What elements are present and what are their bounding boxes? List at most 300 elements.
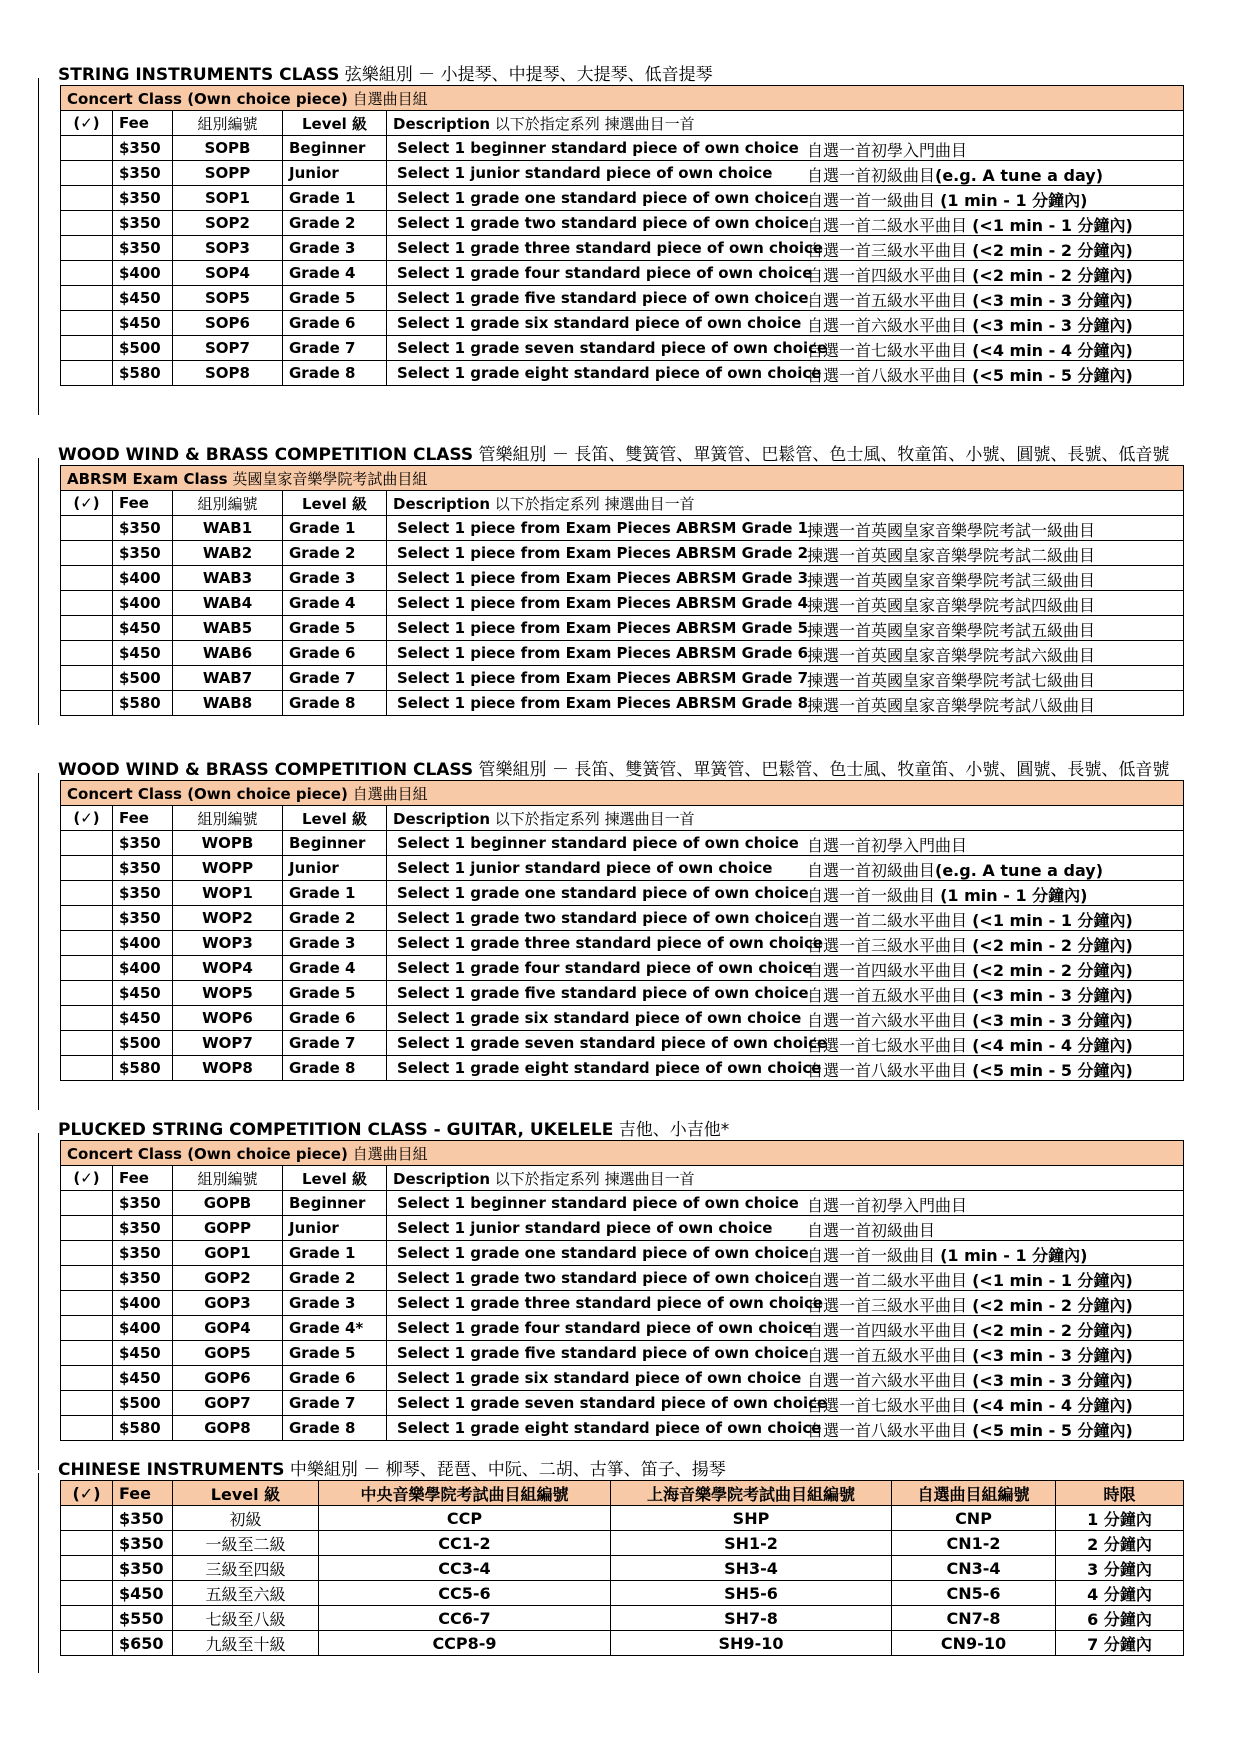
level-cell: Grade 8 (283, 361, 387, 386)
fee-cell: $400 (113, 956, 173, 981)
description-cn (807, 933, 1133, 956)
class-code-cell: WOPB (173, 831, 283, 856)
time-limit-cell: 4 分鐘內 (1056, 1581, 1184, 1606)
description-cn-duration: (e.g. A tune a day) (935, 166, 1104, 185)
description-en: Select 1 grade one standard piece of own choice (397, 1244, 809, 1262)
ccp-code-cell: CC6-7 (319, 1606, 611, 1631)
select-checkbox-cell[interactable] (61, 211, 113, 236)
class-code-cell: SOP2 (173, 211, 283, 236)
select-checkbox-cell[interactable] (61, 1556, 113, 1581)
band-label (61, 781, 1184, 806)
class-code-cell: GOP4 (173, 1316, 283, 1341)
section-title-cn: 弦樂組別 － 小提琴、中提琴、大提琴、低音提琴 (339, 65, 713, 85)
fee-cell: $350 (113, 211, 173, 236)
description-en: Select 1 grade four standard piece of own choice (397, 959, 813, 977)
description-en: Select 1 piece from Exam Pieces ABRSM Grade 2 (397, 544, 809, 562)
level-cell: Grade 2 (283, 211, 387, 236)
description-cn (807, 213, 1133, 236)
fee-cell: $400 (113, 591, 173, 616)
time-limit-cell: 2 分鐘內 (1056, 1531, 1184, 1556)
fee-cell: $400 (113, 566, 173, 591)
select-checkbox-cell[interactable] (61, 1341, 113, 1366)
header-time-limit: 時限 (1056, 1481, 1184, 1506)
description-en: Select 1 beginner standard piece of own choice (397, 834, 799, 852)
time-limit-cell: 6 分鐘內 (1056, 1606, 1184, 1631)
description-cell (387, 1416, 1184, 1441)
section-title-en: PLUCKED STRING COMPETITION CLASS - GUITAR, UKELELE (58, 1120, 614, 1140)
fee-cell: $400 (113, 931, 173, 956)
select-checkbox-cell[interactable] (61, 691, 113, 716)
description-cn-main: 揀選一首英國皇家音樂學院考試七級曲目 (807, 671, 1096, 690)
select-checkbox-cell[interactable] (61, 541, 113, 566)
description-cn-main: 自選一首初學入門曲目 (807, 141, 968, 160)
class-code-cell: WOP1 (173, 881, 283, 906)
header-fee: Fee (113, 1166, 173, 1191)
description-cn-main: 自選一首四級水平曲目 (807, 1321, 973, 1340)
select-checkbox-cell[interactable] (61, 1631, 113, 1656)
table-row (61, 956, 1184, 981)
level-cell: 五級至六級 (173, 1581, 319, 1606)
description-cn (807, 163, 1103, 186)
header-level: Level 級 (283, 806, 387, 831)
section-margin-rule (38, 78, 39, 415)
class-code-cell: WAB2 (173, 541, 283, 566)
select-checkbox-cell[interactable] (61, 591, 113, 616)
description-cell (387, 261, 1184, 286)
band-label-cn: 自選曲目組 (347, 784, 428, 803)
level-cell: Grade 1 (283, 1241, 387, 1266)
description-cn (807, 188, 1087, 211)
fee-cell: $400 (113, 1291, 173, 1316)
level-cell: Grade 2 (283, 906, 387, 931)
fee-cell: $400 (113, 1316, 173, 1341)
description-cell (387, 136, 1184, 161)
description-cell (387, 1191, 1184, 1216)
table-row (61, 566, 1184, 591)
fee-cell: $450 (113, 616, 173, 641)
header-code: 組別編號 (173, 806, 283, 831)
select-checkbox-cell[interactable] (61, 1581, 113, 1606)
ccp-code-cell: CCP8-9 (319, 1631, 611, 1656)
table-row (61, 1366, 1184, 1391)
table-row (61, 286, 1184, 311)
select-checkbox-cell[interactable] (61, 1316, 113, 1341)
select-checkbox-cell[interactable] (61, 1056, 113, 1081)
description-en: Select 1 beginner standard piece of own choice (397, 1194, 799, 1212)
level-cell: Beginner (283, 136, 387, 161)
shp-code-cell: SH1-2 (611, 1531, 892, 1556)
class-code-cell: GOP1 (173, 1241, 283, 1266)
select-checkbox-cell[interactable] (61, 1506, 113, 1531)
section-title (58, 1115, 729, 1140)
class-code-cell: WAB4 (173, 591, 283, 616)
fee-cell: $650 (113, 1631, 173, 1656)
header-fee: Fee (113, 491, 173, 516)
select-checkbox-cell[interactable] (61, 261, 113, 286)
description-cn (807, 1218, 935, 1241)
fee-cell: $350 (113, 1216, 173, 1241)
description-en: Select 1 grade eight standard piece of own choice (397, 1419, 822, 1437)
description-cn-main: 自選一首八級水平曲目 (807, 1421, 973, 1440)
description-cn (807, 883, 1087, 906)
description-cell (387, 1216, 1184, 1241)
fee-cell: $350 (113, 186, 173, 211)
level-cell: 九級至十級 (173, 1631, 319, 1656)
description-cell (387, 881, 1184, 906)
fee-cell: $450 (113, 1581, 173, 1606)
description-cn (807, 1318, 1133, 1341)
shp-code-cell: SH3-4 (611, 1556, 892, 1581)
description-cell (387, 831, 1184, 856)
description-en: Select 1 junior standard piece of own choice (397, 859, 773, 877)
class-code-cell: WAB7 (173, 666, 283, 691)
description-cell (387, 591, 1184, 616)
description-cn-main: 自選一首二級水平曲目 (807, 1271, 973, 1290)
description-en: Select 1 grade one standard piece of own choice (397, 884, 809, 902)
level-cell: 初級 (173, 1506, 319, 1531)
ccp-code-cell: CC5-6 (319, 1581, 611, 1606)
class-code-cell: WOP5 (173, 981, 283, 1006)
level-cell: 三級至四級 (173, 1556, 319, 1581)
description-en: Select 1 grade three standard piece of own choice (397, 239, 824, 257)
ccp-code-cell: CCP (319, 1506, 611, 1531)
description-en: Select 1 grade six standard piece of own choice (397, 1009, 802, 1027)
fee-cell: $350 (113, 1266, 173, 1291)
fee-cell: $450 (113, 981, 173, 1006)
table-band-row (61, 466, 1184, 491)
description-cell (387, 236, 1184, 261)
description-cell (387, 361, 1184, 386)
select-checkbox-cell[interactable] (61, 236, 113, 261)
description-cn (807, 1393, 1133, 1416)
description-cn-duration: (<3 min - 3 分鐘內) (972, 1371, 1133, 1390)
header-fee: Fee (113, 1481, 173, 1506)
select-checkbox-cell[interactable] (61, 361, 113, 386)
fee-cell: $400 (113, 261, 173, 286)
select-checkbox-cell[interactable] (61, 856, 113, 881)
select-checkbox-cell[interactable] (61, 1291, 113, 1316)
cnp-code-cell: CNP (892, 1506, 1056, 1531)
time-limit-cell: 3 分鐘內 (1056, 1556, 1184, 1581)
description-cn-duration: (1 min - 1 分鐘內) (940, 886, 1088, 905)
section-title-cn: 中樂組別 － 柳琴、琵琶、中阮、二胡、古箏、笛子、揚琴 (284, 1460, 726, 1480)
select-checkbox-cell[interactable] (61, 1241, 113, 1266)
class-code-cell: WOP4 (173, 956, 283, 981)
description-en: Select 1 grade seven standard piece of own choice (397, 1034, 828, 1052)
level-cell: 七級至八級 (173, 1606, 319, 1631)
description-en: Select 1 grade two standard piece of own choice (397, 909, 809, 927)
class-code-cell: GOP5 (173, 1341, 283, 1366)
level-cell: Grade 8 (283, 691, 387, 716)
section-margin-rule (38, 1473, 39, 1673)
description-cn-duration: (<4 min - 4 分鐘內) (972, 1396, 1133, 1415)
section-title-en: CHINESE INSTRUMENTS (58, 1460, 285, 1480)
table-row (61, 1006, 1184, 1031)
level-cell: Grade 1 (283, 516, 387, 541)
level-cell: Grade 4* (283, 1316, 387, 1341)
select-checkbox-cell[interactable] (61, 1216, 113, 1241)
select-checkbox-cell[interactable] (61, 1366, 113, 1391)
select-checkbox-cell[interactable] (61, 666, 113, 691)
table-row (61, 981, 1184, 1006)
description-cell (387, 1056, 1184, 1081)
class-code-cell: SOP4 (173, 261, 283, 286)
level-cell: Grade 5 (283, 981, 387, 1006)
description-cn (807, 833, 967, 856)
description-cn-main: 自選一首三級水平曲目 (807, 241, 973, 260)
class-code-cell: GOP6 (173, 1366, 283, 1391)
band-label-en: Concert Class (Own choice piece) (67, 784, 348, 803)
table-row (61, 361, 1184, 386)
select-checkbox-cell[interactable] (61, 981, 113, 1006)
header-description-en: Description (393, 809, 491, 828)
band-label-cn: 自選曲目組 (347, 89, 428, 108)
select-checkbox-cell[interactable] (61, 1416, 113, 1441)
fee-cell: $450 (113, 311, 173, 336)
fee-cell: $500 (113, 1031, 173, 1056)
description-cn-main: 揀選一首英國皇家音樂學院考試三級曲目 (807, 571, 1096, 590)
table-row (61, 1316, 1184, 1341)
level-cell: Grade 5 (283, 1341, 387, 1366)
table-row (61, 1191, 1184, 1216)
fee-cell: $350 (113, 161, 173, 186)
class-code-cell: GOP7 (173, 1391, 283, 1416)
description-cn (807, 1368, 1133, 1391)
table-row (61, 186, 1184, 211)
header-description-en: Description (393, 1169, 491, 1188)
select-checkbox-cell[interactable] (61, 956, 113, 981)
description-cn (807, 1343, 1133, 1366)
class-code-cell: GOPB (173, 1191, 283, 1216)
table-row (61, 516, 1184, 541)
description-en: Select 1 piece from Exam Pieces ABRSM Grade 7 (397, 669, 809, 687)
description-en: Select 1 junior standard piece of own choice (397, 1219, 773, 1237)
level-cell: Grade 6 (283, 311, 387, 336)
table-band-row (61, 86, 1184, 111)
description-cell (387, 666, 1184, 691)
table-row (61, 136, 1184, 161)
select-checkbox-cell[interactable] (61, 906, 113, 931)
select-checkbox-cell[interactable] (61, 881, 113, 906)
fee-cell: $580 (113, 691, 173, 716)
description-cn-duration: (<2 min - 2 分鐘內) (972, 266, 1133, 285)
description-cell (387, 566, 1184, 591)
fee-cell: $350 (113, 856, 173, 881)
table-row (61, 1031, 1184, 1056)
description-cn (807, 643, 1095, 666)
description-cn-duration: (<2 min - 2 分鐘內) (972, 936, 1133, 955)
table-row (61, 691, 1184, 716)
table-row (61, 906, 1184, 931)
table-header-row (61, 1481, 1184, 1506)
select-checkbox-cell[interactable] (61, 136, 113, 161)
description-en: Select 1 grade two standard piece of own choice (397, 214, 809, 232)
level-cell: Grade 1 (283, 186, 387, 211)
description-cn (807, 363, 1133, 386)
description-cn (807, 908, 1133, 931)
shp-code-cell: SHP (611, 1506, 892, 1531)
table-row (61, 931, 1184, 956)
table-row (61, 211, 1184, 236)
description-cn-main: 揀選一首英國皇家音樂學院考試四級曲目 (807, 596, 1096, 615)
description-cell (387, 336, 1184, 361)
description-cn-duration: (<5 min - 5 分鐘內) (972, 1061, 1133, 1080)
select-checkbox-cell[interactable] (61, 1606, 113, 1631)
description-en: Select 1 junior standard piece of own choice (397, 164, 773, 182)
fee-cell: $450 (113, 641, 173, 666)
table-row (61, 1416, 1184, 1441)
description-cn (807, 958, 1133, 981)
select-checkbox-cell[interactable] (61, 1006, 113, 1031)
description-cn-duration: (<1 min - 1 分鐘內) (972, 911, 1133, 930)
description-cn-main: 自選一首六級水平曲目 (807, 1011, 973, 1030)
select-checkbox-cell[interactable] (61, 641, 113, 666)
level-cell: Grade 6 (283, 1366, 387, 1391)
table-row (61, 616, 1184, 641)
description-cell (387, 856, 1184, 881)
time-limit-cell: 1 分鐘內 (1056, 1506, 1184, 1531)
level-cell: Grade 7 (283, 336, 387, 361)
description-cn-duration: (1 min - 1 分鐘內) (940, 191, 1088, 210)
description-cn-main: 自選一首七級水平曲目 (807, 341, 973, 360)
level-cell: Grade 4 (283, 956, 387, 981)
class-code-cell: SOP5 (173, 286, 283, 311)
description-cn (807, 1243, 1087, 1266)
level-cell: Grade 1 (283, 881, 387, 906)
level-cell: Grade 2 (283, 541, 387, 566)
description-en: Select 1 grade one standard piece of own choice (397, 189, 809, 207)
fee-cell: $500 (113, 1391, 173, 1416)
select-checkbox-cell[interactable] (61, 831, 113, 856)
description-cn-main: 揀選一首英國皇家音樂學院考試六級曲目 (807, 646, 1096, 665)
select-checkbox-cell[interactable] (61, 1531, 113, 1556)
description-en: Select 1 grade seven standard piece of own choice (397, 1394, 828, 1412)
description-cell (387, 311, 1184, 336)
class-code-cell: SOP7 (173, 336, 283, 361)
fee-cell: $350 (113, 1531, 173, 1556)
description-cn (807, 1033, 1133, 1056)
description-en: Select 1 piece from Exam Pieces ABRSM Grade 1 (397, 519, 809, 537)
select-checkbox-cell[interactable] (61, 1391, 113, 1416)
select-checkbox-cell[interactable] (61, 1031, 113, 1056)
description-cell (387, 541, 1184, 566)
level-cell: Grade 7 (283, 1031, 387, 1056)
cnp-code-cell: CN5-6 (892, 1581, 1056, 1606)
table-row (61, 666, 1184, 691)
table-row (61, 1506, 1184, 1531)
select-checkbox-cell[interactable] (61, 1191, 113, 1216)
description-cn-main: 自選一首初級曲目 (807, 166, 936, 185)
header-check: (✓) (61, 491, 113, 516)
level-cell: Grade 2 (283, 1266, 387, 1291)
select-checkbox-cell[interactable] (61, 931, 113, 956)
description-cn (807, 263, 1133, 286)
class-code-cell: SOP1 (173, 186, 283, 211)
table-row (61, 1581, 1184, 1606)
description-cn (807, 1268, 1133, 1291)
level-cell: Grade 4 (283, 261, 387, 286)
time-limit-cell: 7 分鐘內 (1056, 1631, 1184, 1656)
table-band-row (61, 1141, 1184, 1166)
description-cn-main: 自選一首七級水平曲目 (807, 1036, 973, 1055)
description-en: Select 1 grade seven standard piece of own choice (397, 339, 828, 357)
header-description-cn: 以下於指定系列 揀選曲目一首 (490, 809, 695, 828)
table-band-row (61, 781, 1184, 806)
select-checkbox-cell[interactable] (61, 286, 113, 311)
description-cn-main: 自選一首五級水平曲目 (807, 1346, 973, 1365)
select-checkbox-cell[interactable] (61, 336, 113, 361)
description-cn (807, 288, 1133, 311)
select-checkbox-cell[interactable] (61, 186, 113, 211)
description-cell (387, 956, 1184, 981)
description-cn-main: 自選一首二級水平曲目 (807, 911, 973, 930)
table-header-row (61, 1166, 1184, 1191)
class-code-cell: SOPB (173, 136, 283, 161)
description-cell (387, 691, 1184, 716)
description-cn (807, 983, 1133, 1006)
description-en: Select 1 grade eight standard piece of own choice (397, 1059, 822, 1077)
class-table (60, 85, 1184, 386)
description-en: Select 1 piece from Exam Pieces ABRSM Grade 3 (397, 569, 809, 587)
description-cell (387, 1006, 1184, 1031)
description-cn (807, 618, 1095, 641)
description-cn-main: 揀選一首英國皇家音樂學院考試八級曲目 (807, 696, 1096, 715)
description-cn-duration: (<2 min - 2 分鐘內) (972, 1321, 1133, 1340)
description-cn (807, 138, 967, 161)
description-cn (807, 518, 1095, 541)
table-row (61, 1291, 1184, 1316)
fee-cell: $450 (113, 1366, 173, 1391)
level-cell: Grade 5 (283, 286, 387, 311)
description-cn-main: 自選一首七級水平曲目 (807, 1396, 973, 1415)
class-code-cell: WOP2 (173, 906, 283, 931)
header-description (387, 491, 1184, 516)
table-row (61, 161, 1184, 186)
class-code-cell: WAB6 (173, 641, 283, 666)
band-label (61, 86, 1184, 111)
description-cn-main: 自選一首初學入門曲目 (807, 1196, 968, 1215)
cnp-code-cell: CN7-8 (892, 1606, 1056, 1631)
description-en: Select 1 grade two standard piece of own choice (397, 1269, 809, 1287)
description-cn-duration: (<1 min - 1 分鐘內) (972, 1271, 1133, 1290)
description-cn-main: 自選一首五級水平曲目 (807, 291, 973, 310)
description-cn-main: 自選一首一級曲目 (807, 191, 941, 210)
band-label-cn: 英國皇家音樂學院考試曲目組 (227, 469, 428, 488)
description-cn-duration: (<2 min - 2 分鐘內) (972, 961, 1133, 980)
fee-cell: $500 (113, 336, 173, 361)
select-checkbox-cell[interactable] (61, 161, 113, 186)
select-checkbox-cell[interactable] (61, 516, 113, 541)
table-header-row (61, 111, 1184, 136)
description-cn-main: 自選一首四級水平曲目 (807, 266, 973, 285)
description-cn-duration: (<2 min - 2 分鐘內) (972, 1296, 1133, 1315)
description-en: Select 1 grade six standard piece of own choice (397, 1369, 802, 1387)
description-en: Select 1 grade four standard piece of own choice (397, 264, 813, 282)
select-checkbox-cell[interactable] (61, 566, 113, 591)
description-cn-duration: (<4 min - 4 分鐘內) (972, 341, 1133, 360)
description-cn (807, 858, 1103, 881)
header-code: 組別編號 (173, 111, 283, 136)
chinese-class-table (60, 1480, 1184, 1656)
description-en: Select 1 beginner standard piece of own choice (397, 139, 799, 157)
select-checkbox-cell[interactable] (61, 616, 113, 641)
description-cell (387, 1366, 1184, 1391)
header-fee: Fee (113, 111, 173, 136)
select-checkbox-cell[interactable] (61, 311, 113, 336)
section-title (58, 60, 713, 85)
select-checkbox-cell[interactable] (61, 1266, 113, 1291)
description-en: Select 1 piece from Exam Pieces ABRSM Grade 5 (397, 619, 809, 637)
